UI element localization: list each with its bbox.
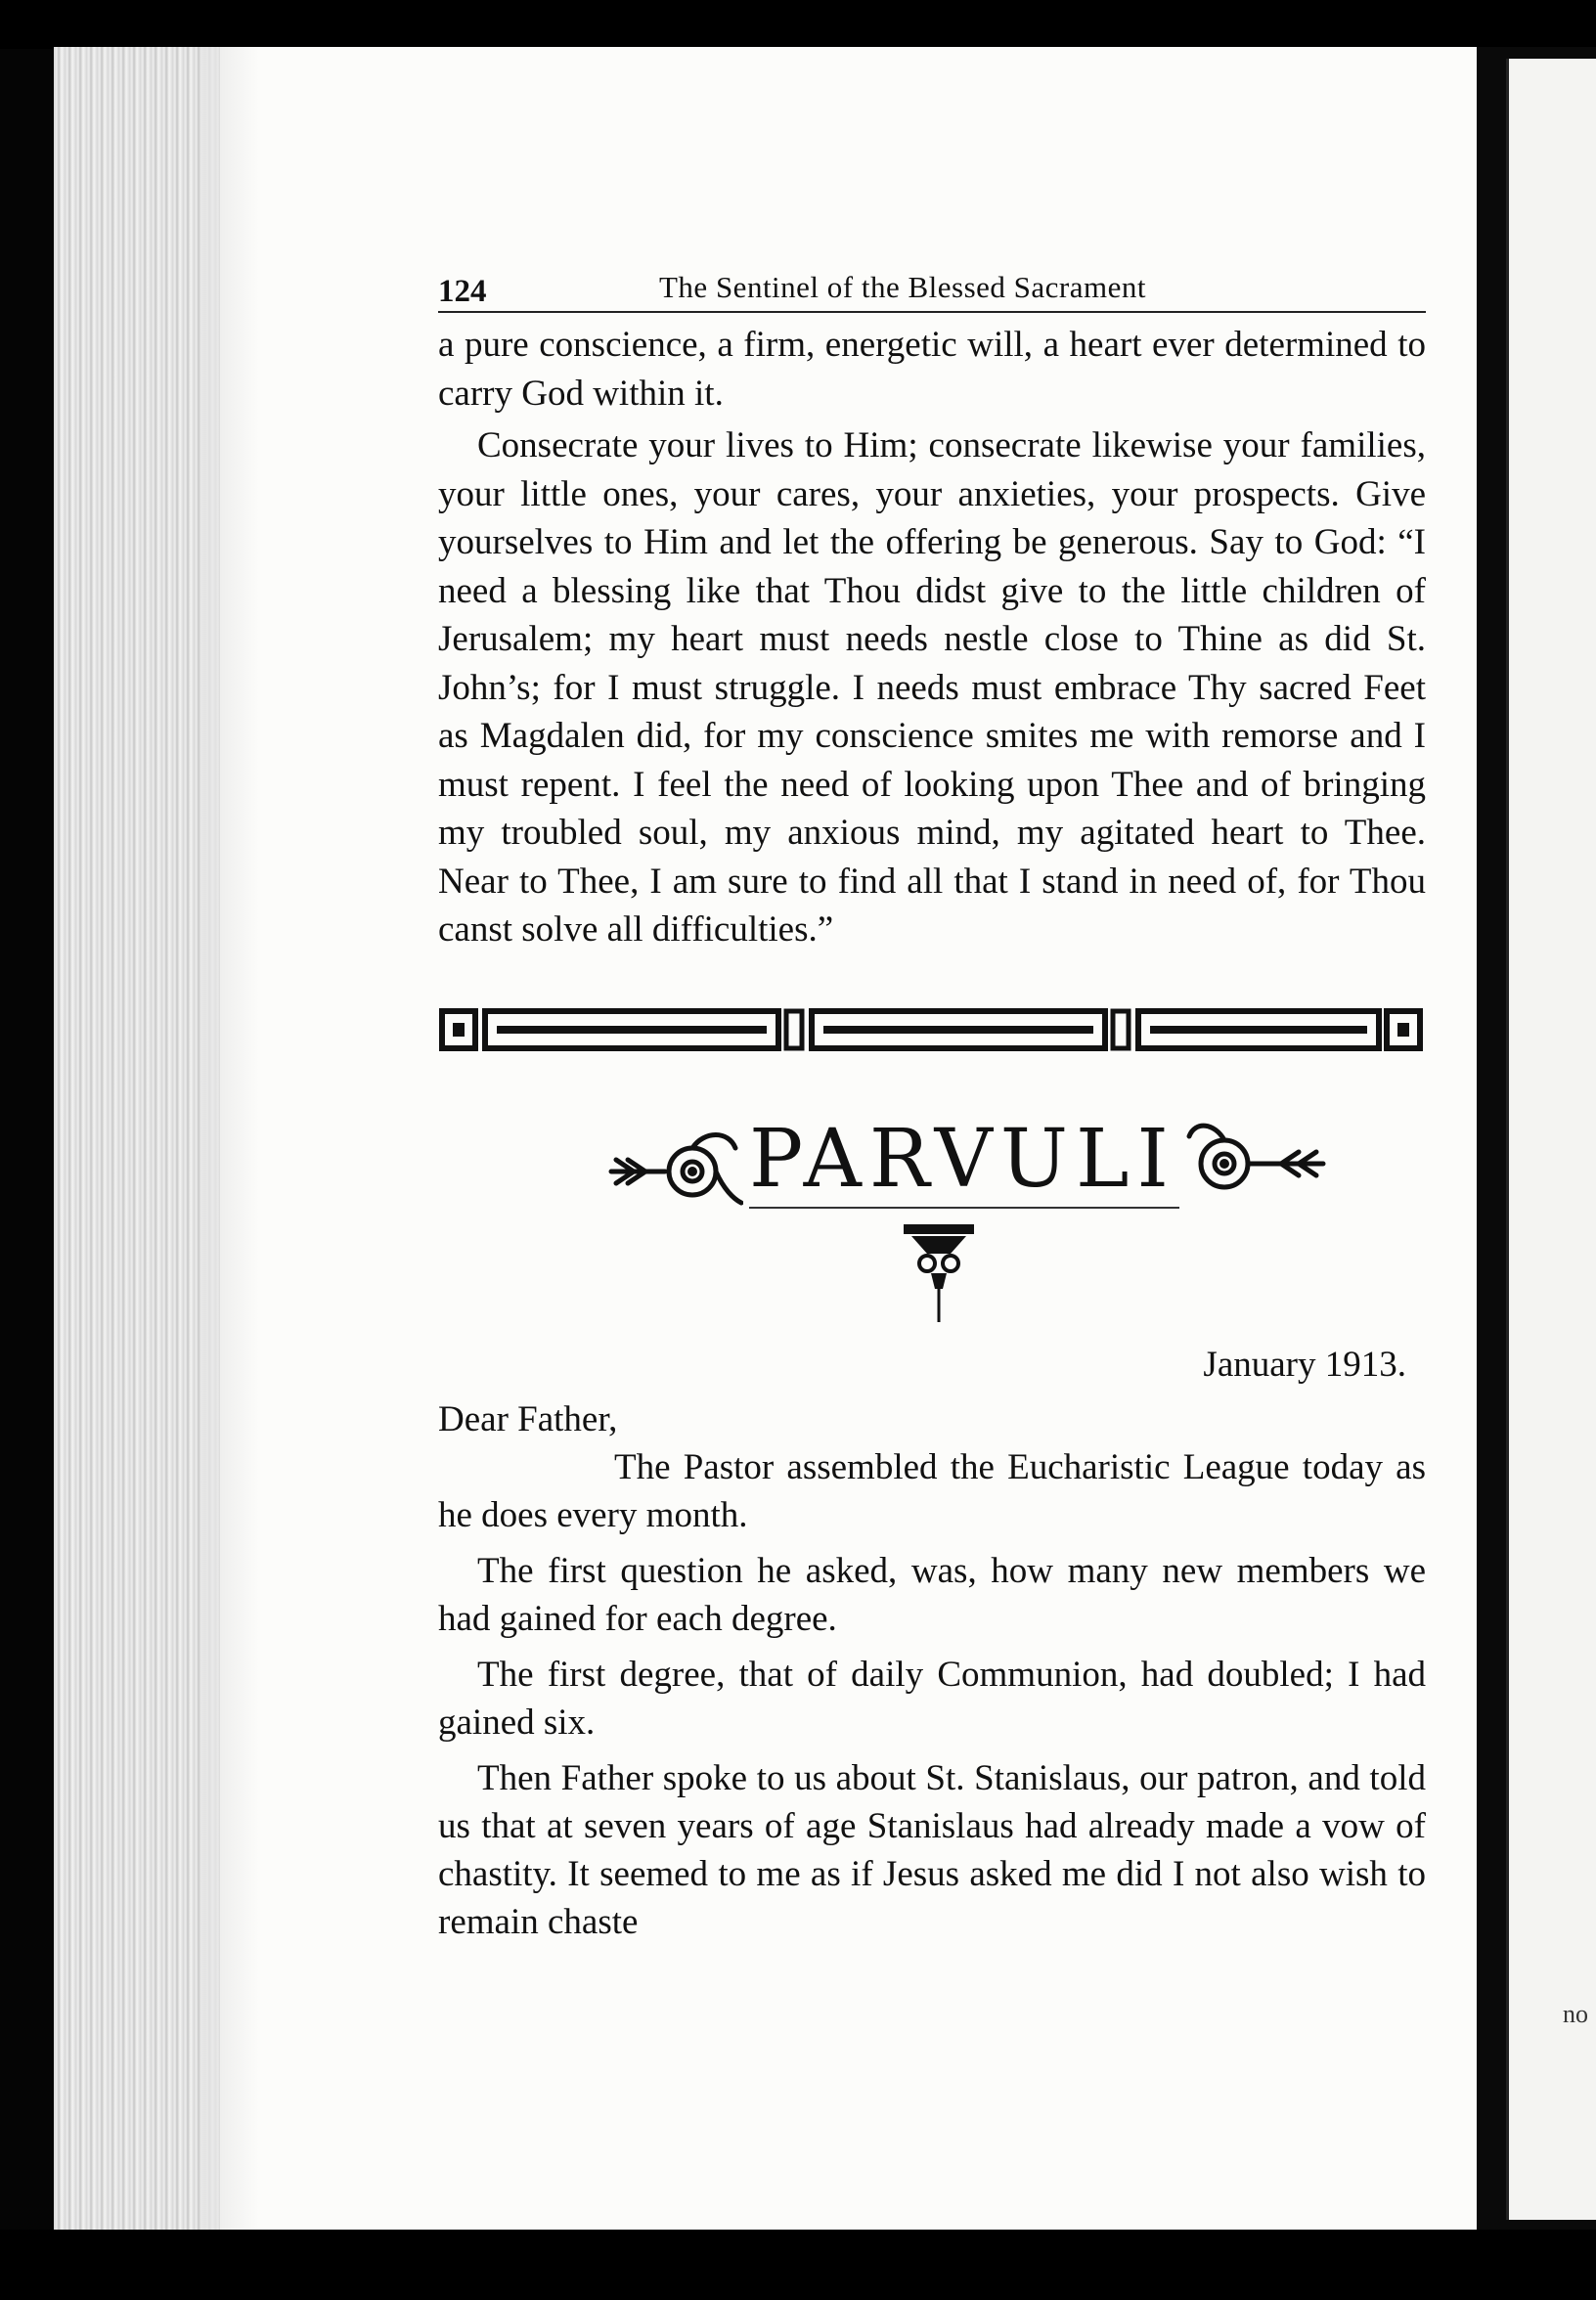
page-number: 124 — [438, 274, 487, 309]
running-title: The Sentinel of the Blessed Sacrament — [659, 270, 1147, 304]
letter-salutation: Dear Father, — [438, 1398, 618, 1439]
page-content — [438, 262, 1426, 1946]
letter-paragraph: The Pastor assembled the Eucharistic League today as he does every month. — [438, 1446, 1426, 1535]
adjacent-page-fragment: no — [1563, 2000, 1588, 2028]
letter-paragraph: The first degree, that of daily Communion, had doubled; I had gained six. — [438, 1654, 1426, 1743]
scan-bottom-border — [0, 2230, 1596, 2300]
adjacent-page — [1506, 59, 1596, 2220]
section-title: PARVULI — [749, 1112, 1176, 1206]
section-heading — [438, 1113, 1426, 1220]
pendant-ornament-icon — [900, 1220, 978, 1328]
running-head — [438, 262, 1426, 313]
body-paragraph: Consecrate your lives to Him; consecrate likewise your families, your little ones, your cares, your anxieties, your prospects. Give yourselves to Him and let the offering be generous. Say to God: “I need a blessing like that Thou didst give to the little children of Jerusalem; my heart must needs nestle close to Thine as did St. John’s; for I must struggle. I needs must embrace Thy sacred Feet as Magdalen did, for my conscience smites me with remorse and I must repent. I feel the need of looking upon Thee and of bringing my troubled soul, my anxious mind, my agitated heart to Thee. Near to Thee, I am sure to find all that I stand in need of, for Thou canst solve all difficulties.” — [438, 425, 1426, 950]
scroll-flourish-right-icon — [1181, 1113, 1328, 1201]
page-stack-edges — [54, 47, 220, 2230]
pendant-ornament — [438, 1220, 1426, 1328]
ornamental-rule — [438, 1005, 1426, 1056]
body-paragraph: a pure conscience, a firm, energetic will, a heart ever determined to carry God within it. — [438, 325, 1426, 414]
title-underline — [749, 1207, 1179, 1209]
letter-body — [438, 1395, 1426, 1946]
scroll-flourish-left-icon — [606, 1121, 743, 1209]
letter-paragraph: The first question he asked, was, how many new members we had gained for each degree. — [438, 1550, 1426, 1639]
scan-top-border — [0, 0, 1596, 49]
greek-key-border-icon — [438, 1005, 1426, 1056]
letter-paragraph: Then Father spoke to us about St. Stanislaus, our patron, and told us that at seven years of age Stanislaus had already made a vow of chastity. It seemed to me as if Jesus asked me did I not also wish to remain chaste — [438, 1757, 1426, 1942]
page-edge-shadow — [200, 47, 259, 2230]
body-text — [438, 321, 1426, 954]
letter-date: January 1913. — [1203, 1344, 1406, 1385]
